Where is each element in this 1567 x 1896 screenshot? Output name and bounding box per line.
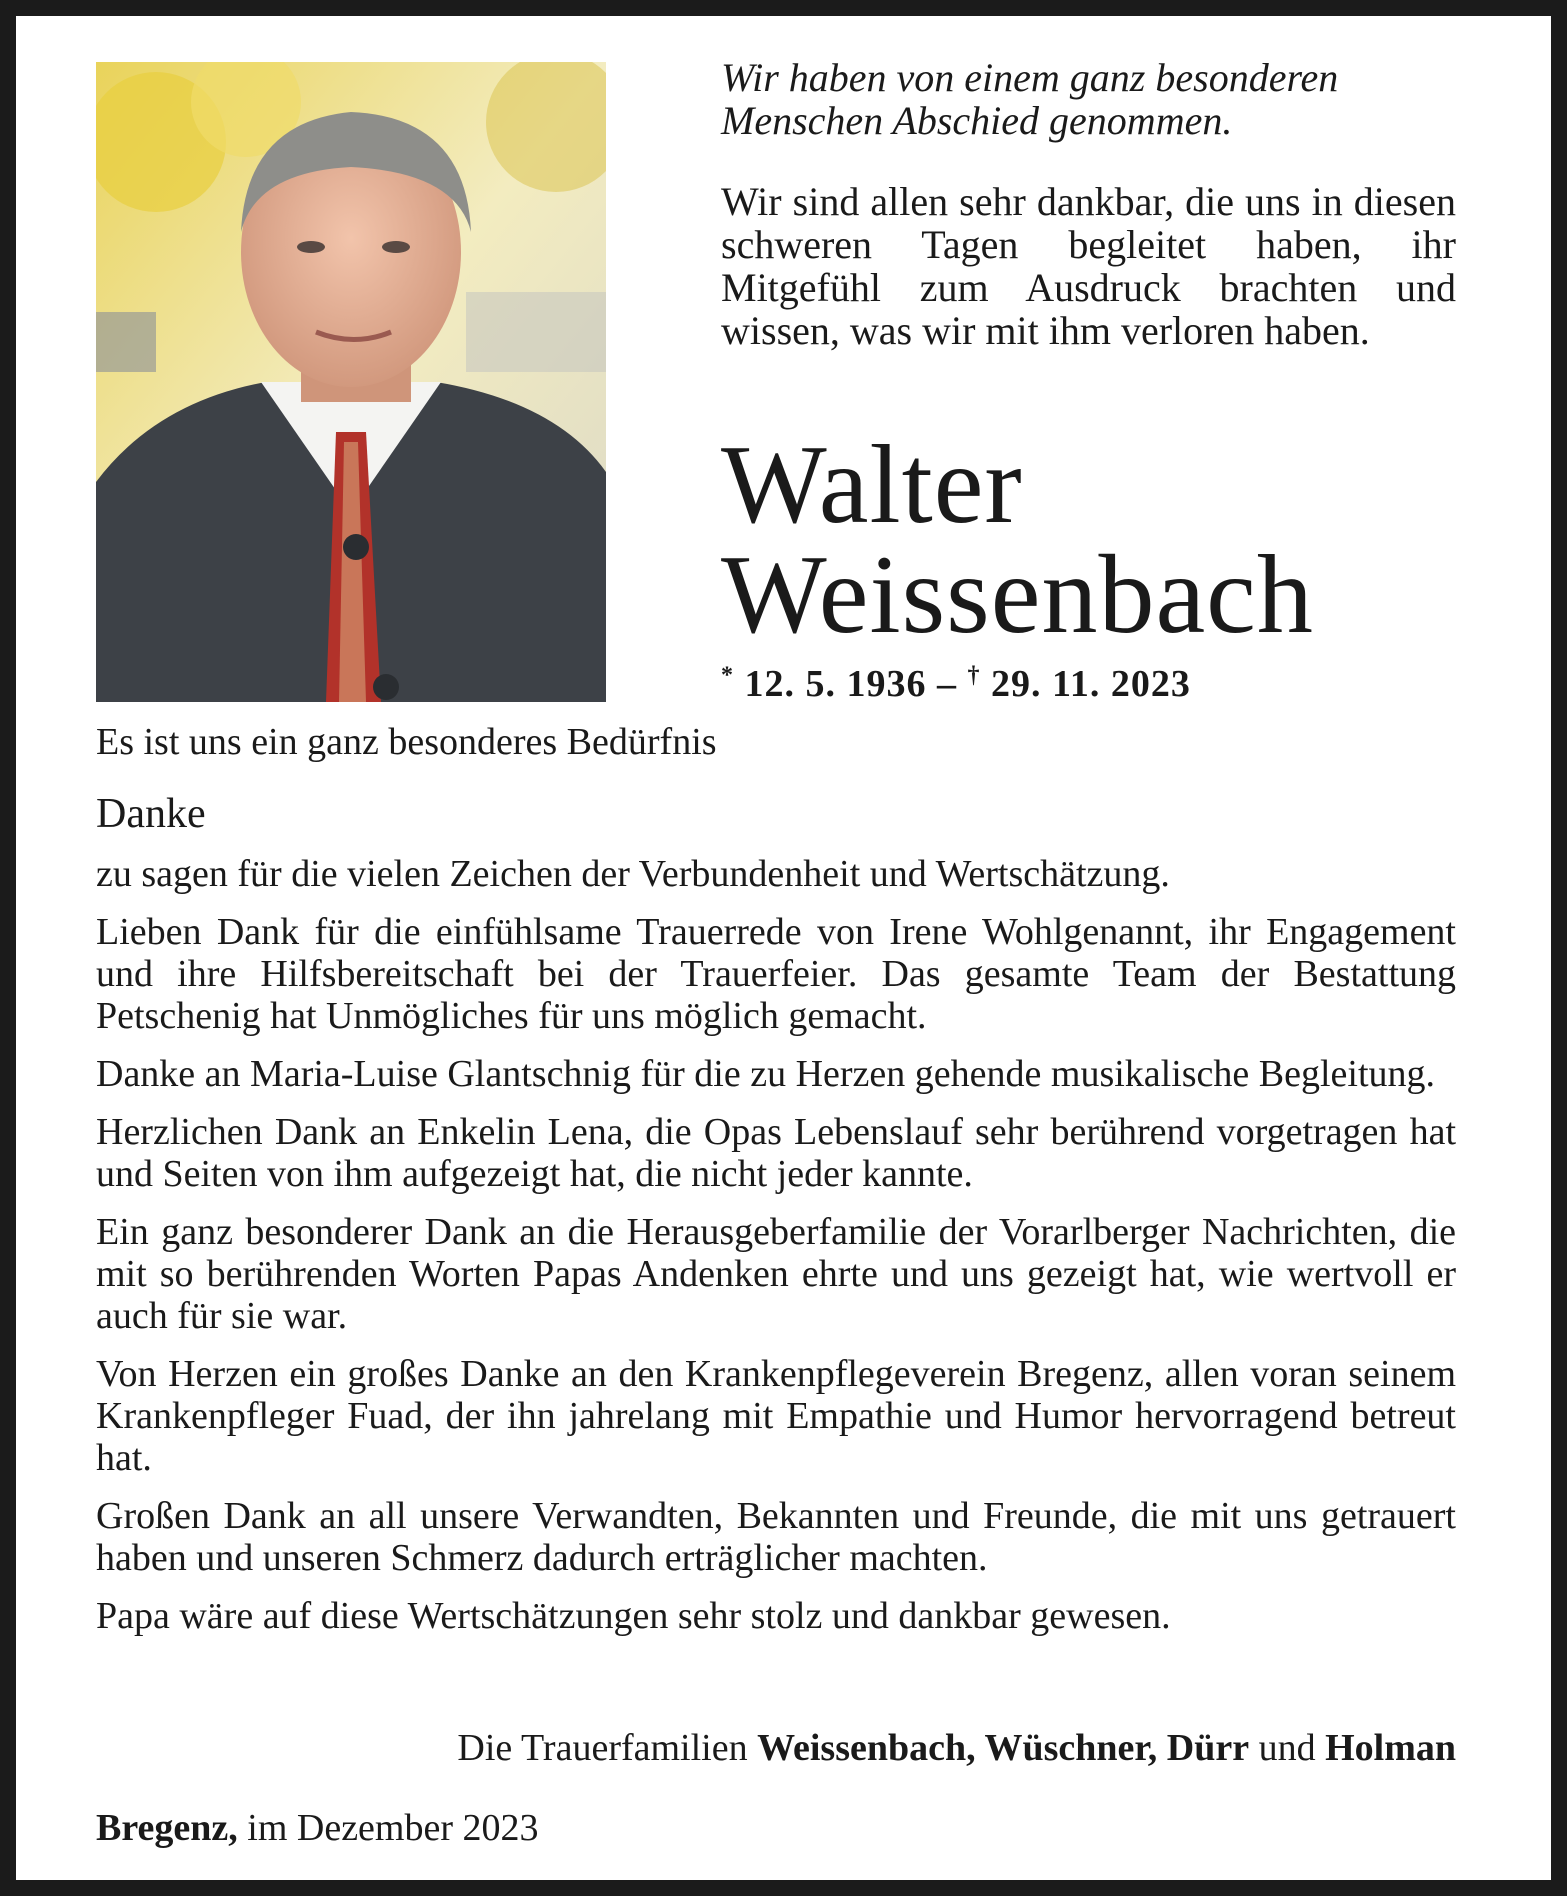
death-symbol: † <box>967 662 981 689</box>
birth-symbol: * <box>721 662 734 689</box>
conjunction: und <box>1249 1727 1326 1769</box>
place-date <box>96 1806 539 1850</box>
date-separator: – <box>926 663 968 705</box>
thanks-body <box>96 721 1456 1637</box>
thanks-paragraph: Lieben Dank für die einfühlsame Trauerrede von Irene Wohlgenannt, ihr Engagement und ihre Hilfsbereitschaft bei der Trauerfeier. Das gesamte Team der Bestattung Petschenig hat Unmögliches für uns möglich gemacht. <box>96 911 1456 1037</box>
comma: , <box>1147 1727 1167 1769</box>
portrait-photo <box>96 62 606 702</box>
subline: zu sagen für die vielen Zeichen der Verbundenheit und Wertschätzung. <box>96 853 1170 895</box>
thanks-paragraph: Von Herzen ein großes Danke an den Krankenpflegeverein Bregenz, allen voran seinem Krankenpfleger Fuad, der ihn jahrelang mit Empathie und Humor hervorragend betreut hat. <box>96 1353 1456 1479</box>
thanks-paragraph: Großen Dank an all unsere Verwandten, Bekannten und Freunde, die mit uns getrauert haben und unseren Schmerz dadurch erträglicher machten. <box>96 1495 1456 1579</box>
family-name: Weissenbach <box>757 1727 967 1769</box>
thanks-paragraph: Ein ganz besonderer Dank an die Herausgeberfamilie der Vorarlberger Nachrichten, die mit so berührenden Worten Papas Andenken ehrte und uns gezeigt hat, wie wertvoll er auch für sie war. <box>96 1211 1456 1337</box>
thanks-paragraph: Danke an Maria-Luise Glantschnig für die zu Herzen gehende musikalische Begleitung. <box>96 1053 1436 1095</box>
family-name: Wüschner <box>984 1727 1148 1769</box>
last-name: Weissenbach <box>721 533 1314 657</box>
date-text: im Dezember 2023 <box>237 1807 539 1849</box>
thanks-paragraph: Herzlichen Dank an Enkelin Lena, die Opas Lebenslauf sehr berührend vorgetragen hat und Seiten von ihm aufgezeigt hat, die nicht jeder kannte. <box>96 1111 1456 1195</box>
family-name: Dürr <box>1166 1727 1250 1769</box>
first-name: Walter <box>721 423 1023 547</box>
life-dates <box>721 662 1191 706</box>
city: Bregenz, <box>96 1807 238 1849</box>
deceased-name <box>721 423 1461 657</box>
intro-thanks: Wir sind allen sehr dankbar, die uns in diesen schweren Tagen begleitet haben, ihr Mitgefühl zum Ausdruck brachten und wissen, was wir mit ihm verloren haben. <box>721 179 1456 353</box>
lead-line: Es ist uns ein ganz besonderes Bedürfnis <box>96 721 717 763</box>
danke-heading: Danke <box>96 791 206 837</box>
intro-block <box>721 56 1456 352</box>
family-name: Holman <box>1325 1727 1456 1769</box>
comma: , <box>966 1727 985 1769</box>
signature-prefix: Die Trauerfamilien <box>457 1727 758 1769</box>
thanks-paragraph: Papa wäre auf diese Wertschätzungen sehr stolz und dankbar gewesen. <box>96 1595 1171 1637</box>
birth-date: 12. 5. 1936 <box>744 663 927 705</box>
obituary-page <box>16 16 1551 1880</box>
death-date: 29. 11. 2023 <box>991 663 1191 705</box>
family-signature <box>457 1726 1456 1770</box>
intro-line: Wir haben von einem ganz besonderen Menschen Abschied genommen. <box>721 55 1339 143</box>
portrait-illustration <box>96 62 606 702</box>
